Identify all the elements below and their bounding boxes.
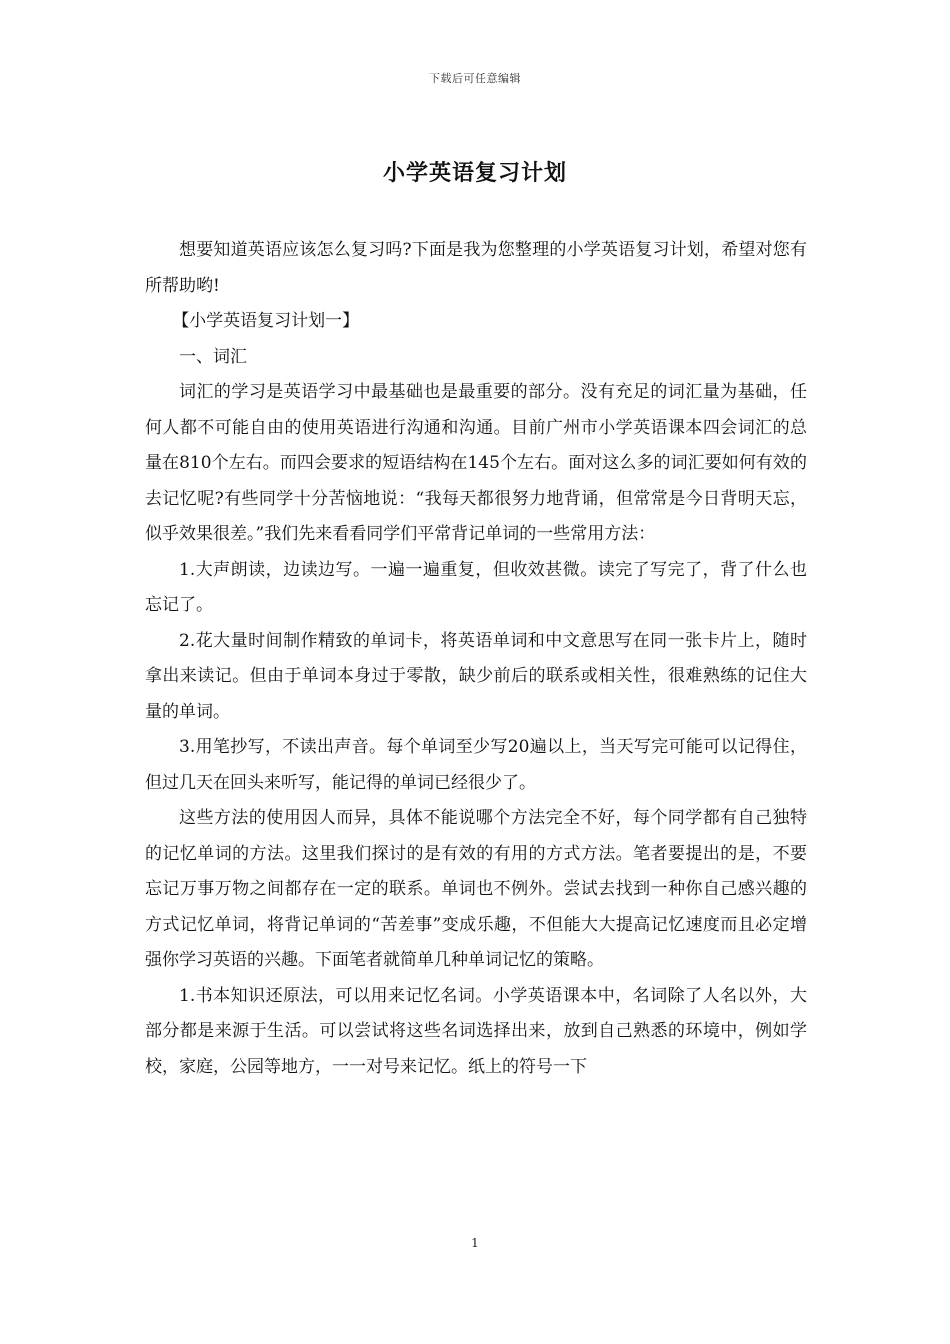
body-paragraph: 这些方法的使用因人而异，具体不能说哪个方法完全不好，每个同学都有自己独特的记忆单词的方法。这里我们探讨的是有效的有用的方式方法。笔者要提出的是，不要忘记万事万物之间都存在一定的联系。单词也不例外。尝试去找到一种你自己感兴趣的方式记忆单词，将背记单词的“苦差事”变成乐趣，不但能大大提高记忆速度而且必定增强你学习英语的兴趣。下面笔者就简单几种单词记忆的策略。 [145, 808, 807, 970]
page-number: 1 [471, 1236, 479, 1250]
subsection-heading-vocabulary: 一、词汇 [179, 346, 247, 367]
header-note: 下载后可任意编辑 [429, 72, 521, 85]
document-title: 小学英语复习计划 [382, 160, 567, 186]
method-item-3: 3.用笔抄写，不读出声音。每个单词至少写20遍以上，当天写完可能可以记得住，但过几天在回头来听写，能记得的单词已经很少了。 [145, 737, 807, 793]
method-item-2: 2.花大量时间制作精致的单词卡，将英语单词和中文意思写在同一张卡片上，随时拿出来读记。但由于单词本身过于零散，缺少前后的联系或相关性，很难熟练的记住大量的单词。 [145, 630, 807, 722]
method-item-1: 1.大声朗读，边读边写。一遍一遍重复，但收效甚微。读完了写完了，背了什么也忘记了。 [145, 559, 807, 615]
document-body [145, 233, 807, 1085]
section-heading-plan-one: 【小学英语复习计划一】 [172, 311, 360, 331]
strategy-item-1: 1.书本知识还原法，可以用来记忆名词。小学英语课本中，名词除了人名以外，大部分都是来源于生活。可以尝试将这些名词选择出来，放到自己熟悉的环境中，例如学校，家庭，公园等地方，一一对号来记忆。纸上的符号一下 [145, 985, 807, 1077]
body-paragraph: 词汇的学习是英语学习中最基础也是最重要的部分。没有充足的词汇量为基础，任何人都不可能自由的使用英语进行沟通和沟通。目前广州市小学英语课本四会词汇的总量在810个左右。而四会要求的短语结构在145个左右。面对这么多的词汇要如何有效的去记忆呢?有些同学十分苦恼地说：“我每天都很努力地背诵，但常常是今日背明天忘，似乎效果很差。”我们先来看看同学们平常背记单词的一些常用方法： [145, 382, 807, 544]
intro-paragraph: 想要知道英语应该怎么复习吗?下面是我为您整理的小学英语复习计划，希望对您有所帮助哟! [145, 240, 807, 296]
